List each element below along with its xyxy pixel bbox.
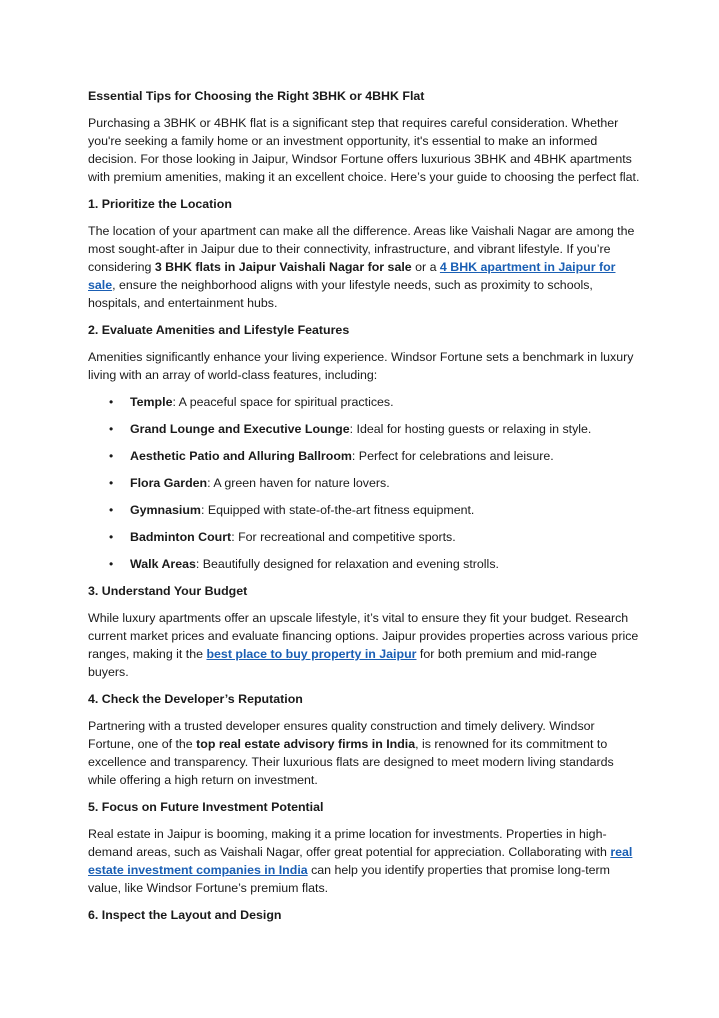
list-item — [88, 555, 640, 573]
document-title: Essential Tips for Choosing the Right 3BHK or 4BHK Flat — [88, 89, 425, 103]
amenity-desc: : Equipped with state-of-the-art fitness equipment. — [200, 503, 475, 517]
bullet-glyph: • — [109, 530, 114, 544]
section-heading-budget: 3. Understand Your Budget — [88, 584, 248, 598]
budget-text-1: While luxury apartments offer an upscale lifestyle, it’s vital to ensure they fit your budget. Research current market prices and evaluate financing options. Jaipur provides properties across various price ranges, making it the — [88, 611, 639, 661]
link-investment-companies[interactable]: real estate investment companies in India — [88, 845, 633, 877]
bullet-glyph: • — [109, 395, 114, 409]
list-item — [88, 393, 640, 411]
location-text-3: , ensure the neighborhood aligns with your lifestyle needs, such as proximity to schools, hospitals, and entertainment hubs. — [88, 278, 593, 310]
developer-text-2: , is renowned for its commitment to excellence and transparency. Their luxurious flats are designed to meet modern living standards while offering a high return on investment. — [88, 737, 614, 787]
intro-paragraph: Purchasing a 3BHK or 4BHK flat is a significant step that requires careful consideration. Whether you're seeking a family home or an investment opportunity, it's essential to make an informed decision. For those looking in Jaipur, Windsor Fortune offers luxurious 3BHK and 4BHK apartments with premium amenities, making it an excellent choice. Here’s your guide to choosing the perfect flat. — [88, 116, 640, 184]
location-paragraph — [88, 222, 640, 312]
investment-text-1: Real estate in Jaipur is booming, making it a prime location for investments. Properties in high-demand areas, such as Vaishali Nagar, offer great potential for appreciation. Collaborating with — [88, 827, 611, 859]
amenity-name: Walk Areas — [130, 557, 196, 571]
investment-text-2: can help you identify properties that promise long-term value, like Windsor Fortune’s premium flats. — [88, 863, 611, 895]
bullet-glyph: • — [109, 422, 114, 436]
list-item — [88, 528, 640, 546]
developer-text-1: Partnering with a trusted developer ensures quality construction and timely delivery. Windsor Fortune, one of the — [88, 719, 595, 751]
budget-text-2: for both premium and mid-range buyers. — [88, 647, 597, 679]
bullet-glyph: • — [109, 476, 114, 490]
developer-paragraph — [88, 717, 640, 789]
list-item — [88, 474, 640, 492]
section-heading-layout: 6. Inspect the Layout and Design — [88, 908, 282, 922]
list-item — [88, 501, 640, 519]
budget-paragraph — [88, 609, 640, 681]
section-heading-location: 1. Prioritize the Location — [88, 197, 232, 211]
bullet-glyph: • — [109, 503, 114, 517]
list-item — [88, 420, 640, 438]
amenity-name: Grand Lounge and Executive Lounge — [130, 422, 350, 436]
amenity-desc: : Beautifully designed for relaxation and evening strolls. — [195, 557, 499, 571]
bullet-glyph: • — [109, 449, 114, 463]
list-item — [88, 447, 640, 465]
link-4bhk-apartment[interactable]: 4 BHK apartment in Jaipur for sale — [88, 260, 616, 292]
location-text-1: The location of your apartment can make all the difference. Areas like Vaishali Nagar are among the most sought-after in Jaipur due to their connectivity, infrastructure, and vibrant lifestyle. If you’re considering — [88, 224, 635, 274]
amenity-desc: : Perfect for celebrations and leisure. — [351, 449, 554, 463]
amenity-desc: : For recreational and competitive sports. — [231, 530, 456, 544]
section-heading-developer: 4. Check the Developer’s Reputation — [88, 692, 303, 706]
amenities-intro: Amenities significantly enhance your living experience. Windsor Fortune sets a benchmark in luxury living with an array of world-class features, including: — [88, 350, 634, 382]
section-heading-investment: 5. Focus on Future Investment Potential — [88, 800, 324, 814]
link-best-place-to-buy[interactable]: best place to buy property in Jaipur — [206, 647, 417, 661]
location-text-2: or a — [411, 260, 440, 274]
location-bold-3bhk: 3 BHK flats in Jaipur Vaishali Nagar for sale — [154, 260, 412, 274]
amenity-name: Badminton Court — [130, 530, 232, 544]
investment-paragraph — [88, 825, 640, 897]
document-page — [88, 87, 640, 933]
bullet-glyph: • — [109, 557, 114, 571]
amenity-desc: : Ideal for hosting guests or relaxing in style. — [349, 422, 592, 436]
amenities-list — [88, 393, 640, 573]
amenity-name: Aesthetic Patio and Alluring Ballroom — [130, 449, 352, 463]
developer-bold-advisory: top real estate advisory firms in India — [196, 737, 416, 751]
amenity-desc: : A peaceful space for spiritual practices. — [172, 395, 394, 409]
amenity-name: Flora Garden — [130, 476, 208, 490]
amenity-name: Temple — [130, 395, 173, 409]
section-heading-amenities: 2. Evaluate Amenities and Lifestyle Features — [88, 323, 350, 337]
amenity-name: Gymnasium — [130, 503, 201, 517]
amenity-desc: : A green haven for nature lovers. — [207, 476, 390, 490]
